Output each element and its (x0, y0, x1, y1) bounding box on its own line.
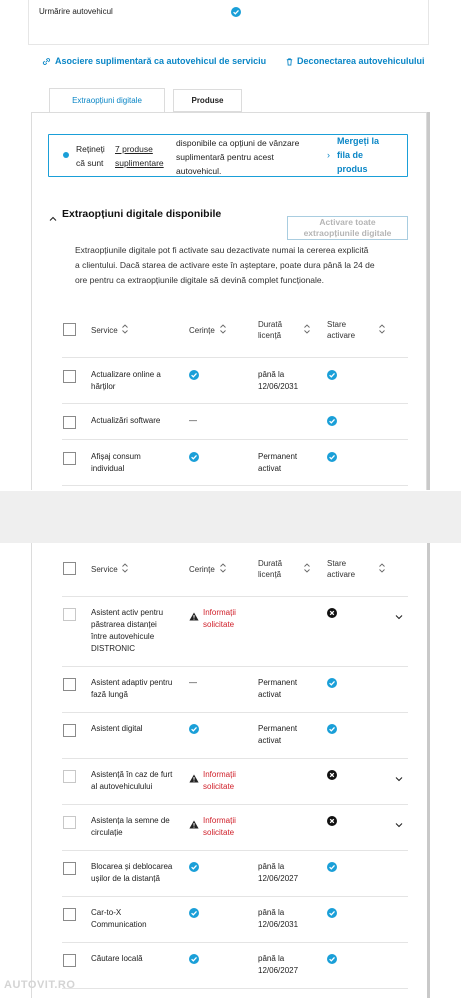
service-name: Blocarea și deblocarea (91, 862, 173, 871)
check-circle-icon (189, 908, 199, 918)
check-circle-icon (327, 954, 337, 964)
sort-icon[interactable] (121, 323, 129, 335)
select-all-checkbox[interactable] (63, 323, 76, 336)
service-name: hărților (91, 382, 116, 391)
check-circle-icon (189, 862, 199, 872)
associate-link-label: Asociere suplimentară ca autovehicul de serviciu (55, 56, 267, 66)
col-duration[interactable] (258, 558, 282, 580)
collapse-chevron-icon[interactable] (49, 210, 57, 218)
notice-prefix-1: Rețineți (76, 144, 105, 154)
chevron-down-icon[interactable] (394, 608, 404, 616)
check-circle-icon (327, 908, 337, 918)
license-duration: până la (258, 370, 285, 379)
warning-triangle-icon (189, 608, 199, 617)
col-duration-line2: licență (258, 570, 282, 579)
license-duration: Permanent (258, 724, 298, 733)
license-duration: activat (258, 464, 282, 473)
sort-icon[interactable] (303, 323, 311, 335)
go-to-products-link[interactable] (327, 135, 402, 177)
select-all-checkbox[interactable] (63, 562, 76, 575)
row-divider (62, 596, 408, 597)
col-duration-line1: Durată (258, 320, 283, 329)
service-name: individual (91, 464, 125, 473)
license-duration: 12/06/2031 (258, 382, 299, 391)
row-checkbox[interactable] (63, 678, 76, 691)
description-line-3: ore pentru ca extraopțiunile digitale să devină complet funcționale. (75, 275, 325, 285)
section-gap (0, 491, 461, 543)
products-link-1[interactable]: 7 produse (115, 144, 153, 154)
row-divider (62, 403, 408, 404)
service-name: ușilor de la distanță (91, 874, 160, 883)
section-title: Extraopțiuni digitale disponibile (62, 208, 222, 220)
tracking-label: Urmărire autovehicul (39, 7, 113, 16)
row-checkbox[interactable] (63, 954, 76, 967)
chevron-down-icon[interactable] (394, 816, 404, 824)
panel-edge (427, 112, 430, 490)
row-divider (62, 439, 408, 440)
service-name: Afișaj consum (91, 452, 141, 461)
sort-icon[interactable] (303, 562, 311, 574)
row-checkbox[interactable] (63, 816, 76, 829)
requirement-warning-text: solicitate (203, 782, 235, 791)
service-name: Actualizare online a (91, 370, 161, 379)
link-icon (42, 57, 51, 66)
col-status-line1: Stare (327, 559, 347, 568)
tab-digital-extras-label: Extraopțiuni digitale (72, 96, 142, 105)
check-circle-icon (327, 370, 337, 380)
license-duration: 12/06/2031 (258, 920, 299, 929)
service-name: Asistență în caz de furt (91, 770, 173, 779)
go-to-products-3: produs (337, 164, 368, 174)
activate-all-label-1: Activare toate (319, 217, 376, 227)
go-to-products-2: fila de (337, 150, 364, 160)
row-divider (62, 896, 408, 897)
check-circle-icon (189, 954, 199, 964)
row-divider (62, 485, 408, 486)
col-status-line1: Stare (327, 320, 347, 329)
license-duration: până la (258, 862, 285, 871)
section-description (75, 243, 375, 288)
info-dot-icon (63, 152, 69, 158)
requirement-none: — (189, 678, 197, 687)
row-checkbox[interactable] (63, 770, 76, 783)
col-status-line2: activare (327, 331, 356, 340)
license-duration: până la (258, 908, 285, 917)
requirement-warning-text: Informații (203, 816, 236, 825)
notice-text-3: autovehicul. (176, 166, 222, 176)
row-checkbox[interactable] (63, 862, 76, 875)
check-circle-icon (327, 862, 337, 872)
chevron-down-icon[interactable] (394, 770, 404, 778)
license-duration: 12/06/2027 (258, 874, 299, 883)
activate-all-label-2: extraopțiunile digitale (303, 228, 392, 238)
row-divider (62, 988, 408, 989)
notice-text-2: suplimentară pentru acest (176, 152, 274, 162)
check-circle-icon (189, 452, 199, 462)
warning-triangle-icon (189, 816, 199, 825)
requirement-warning-text: solicitate (203, 620, 235, 629)
license-duration: 12/06/2027 (258, 966, 299, 975)
service-name: Communication (91, 920, 147, 929)
service-name: Asistent activ pentru (91, 608, 164, 617)
watermark-logo: AUTOVIT.RO (4, 979, 76, 991)
col-status-line2: activare (327, 570, 356, 579)
disconnect-link-label: Deconectarea autovehiculului (297, 56, 425, 66)
row-checkbox[interactable] (63, 416, 76, 429)
sort-icon[interactable] (378, 323, 386, 335)
row-divider (62, 712, 408, 713)
notice-prefix-2: că sunt (76, 158, 104, 168)
tracking-check-icon (231, 7, 241, 17)
products-link-2[interactable]: suplimentare (115, 158, 164, 168)
row-divider (62, 804, 408, 805)
sort-icon[interactable] (121, 562, 129, 574)
col-requirements[interactable]: Cerințe (189, 326, 215, 335)
row-checkbox[interactable] (63, 608, 76, 621)
col-duration[interactable] (258, 319, 282, 341)
chevron-right-icon: › (327, 150, 330, 160)
col-status[interactable] (327, 558, 355, 580)
col-duration-line1: Durată (258, 559, 283, 568)
license-duration: activat (258, 690, 282, 699)
service-name: Asistența la semne de (91, 816, 170, 825)
service-name: Căutare locală (91, 954, 143, 963)
service-name: circulație (91, 828, 123, 837)
row-divider (62, 758, 408, 759)
service-name: Car-to-X (91, 908, 122, 917)
trash-icon (285, 57, 294, 66)
description-line-2: a clientului. Dacă starea de activare este în așteptare, poate dura până la 24 de (75, 260, 375, 270)
row-checkbox[interactable] (63, 452, 76, 465)
check-circle-icon (327, 678, 337, 688)
tab-products-label: Produse (191, 96, 224, 105)
service-name: păstrarea distanței (91, 620, 157, 629)
notice-text-1: disponibile ca opțiuni de vânzare (176, 138, 300, 148)
license-duration: activat (258, 736, 282, 745)
panel-edge-lower (427, 543, 430, 998)
row-divider (62, 942, 408, 943)
license-duration: Permanent (258, 678, 298, 687)
tab-digital-extras[interactable] (49, 88, 165, 112)
requirement-warning-text: solicitate (203, 828, 235, 837)
service-name: fază lungă (91, 690, 128, 699)
service-name: Actualizări software (91, 416, 161, 425)
row-checkbox[interactable] (63, 370, 76, 383)
license-duration: Permanent (258, 452, 298, 461)
requirement-warning-text: Informații (203, 770, 236, 779)
service-name: Asistent digital (91, 724, 143, 733)
check-circle-icon (189, 370, 199, 380)
sort-icon[interactable] (378, 562, 386, 574)
x-circle-icon (327, 816, 337, 826)
tab-products[interactable] (173, 89, 242, 112)
requirement-warning-text: Informații (203, 608, 236, 617)
activate-all-button[interactable] (287, 216, 408, 240)
check-circle-icon (327, 452, 337, 462)
description-line-1: Extraopțiunile digitale pot fi activate sau dezactivate numai la cererea explicită (75, 245, 369, 255)
check-circle-icon (327, 416, 337, 426)
x-circle-icon (327, 770, 337, 780)
col-duration-line2: licență (258, 331, 282, 340)
associate-link[interactable] (42, 55, 266, 67)
go-to-products-1: Mergeți la (337, 136, 380, 146)
requirement-none: — (189, 416, 197, 425)
row-checkbox[interactable] (63, 724, 76, 737)
col-service[interactable]: Service (91, 565, 118, 574)
service-name: între autovehicule (91, 632, 155, 641)
service-name: Asistent adaptiv pentru (91, 678, 173, 687)
service-name: al autovehiculului (91, 782, 153, 791)
service-name: DISTRONIC (91, 644, 135, 653)
col-status[interactable] (327, 319, 355, 341)
row-divider (62, 357, 408, 358)
sort-icon[interactable] (219, 323, 227, 335)
sort-icon[interactable] (219, 562, 227, 574)
license-duration: până la (258, 954, 285, 963)
col-requirements[interactable]: Cerințe (189, 565, 215, 574)
x-circle-icon (327, 608, 337, 618)
disconnect-link[interactable] (285, 55, 425, 67)
check-circle-icon (327, 724, 337, 734)
col-service[interactable]: Service (91, 326, 118, 335)
warning-triangle-icon (189, 770, 199, 779)
row-checkbox[interactable] (63, 908, 76, 921)
row-divider (62, 850, 408, 851)
check-circle-icon (189, 724, 199, 734)
row-divider (62, 666, 408, 667)
